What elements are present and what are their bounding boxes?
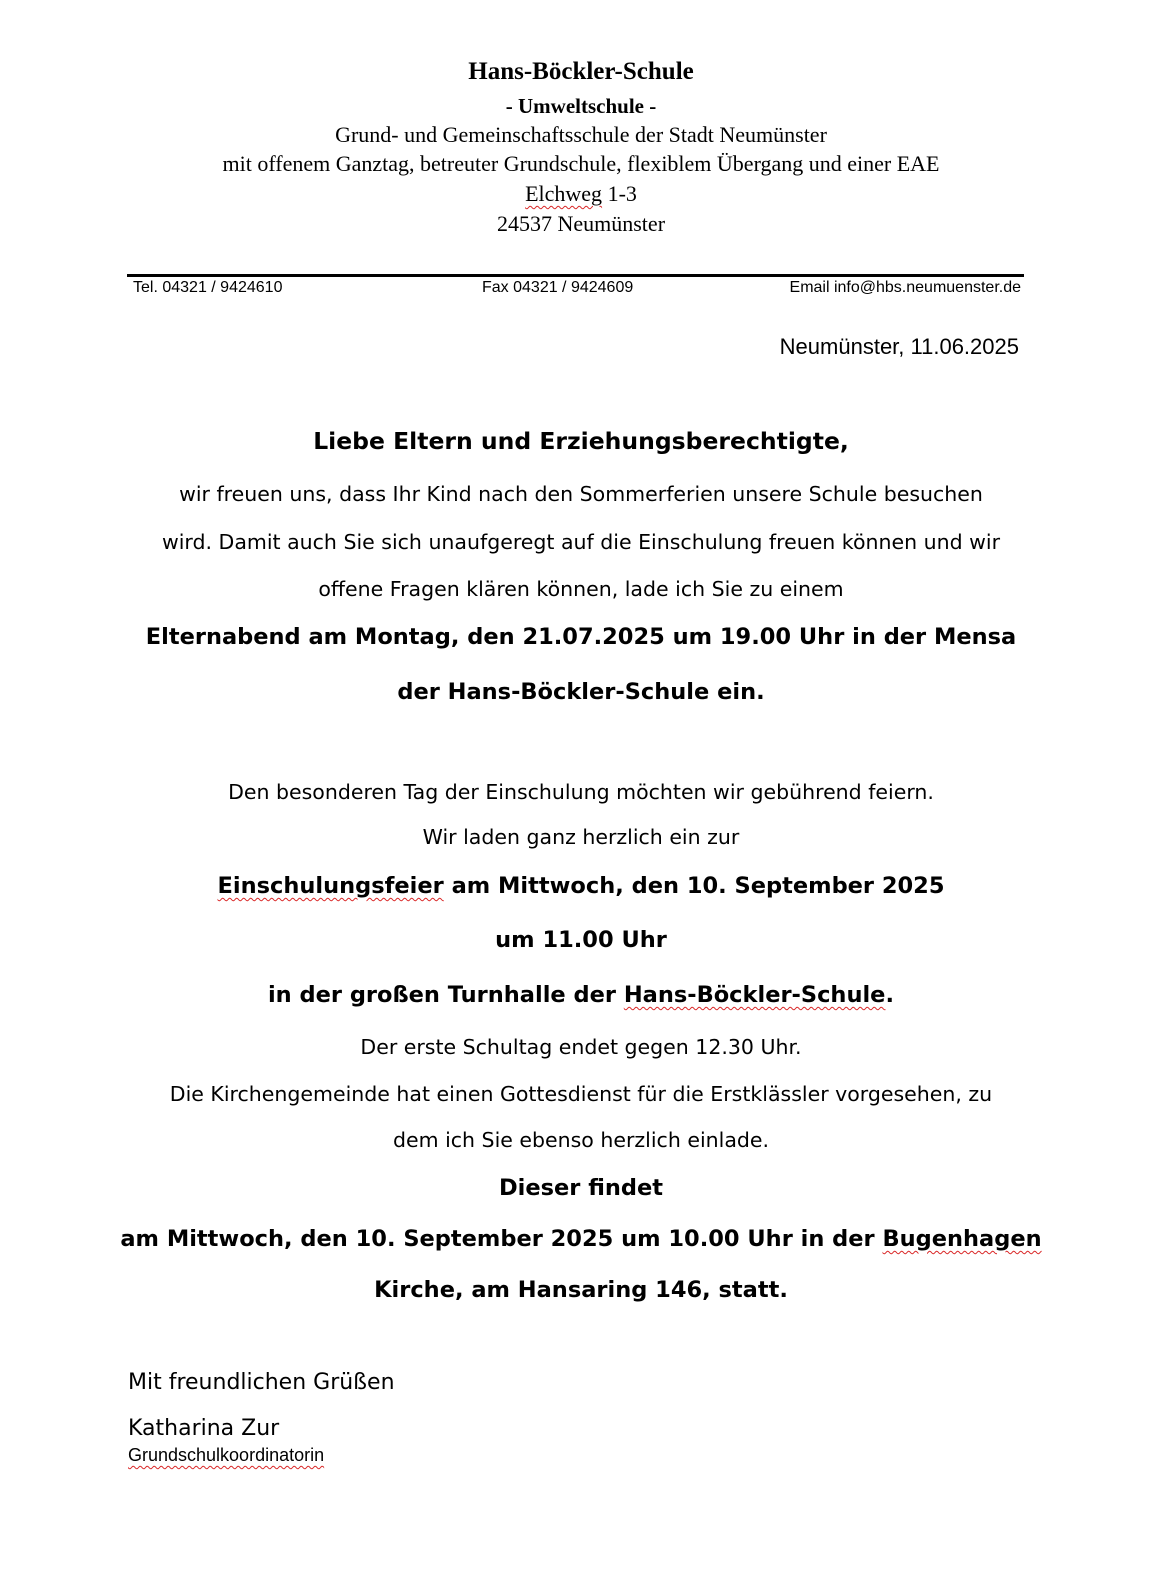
meeting-line-2: der Hans-Böckler-Schule ein. <box>397 679 765 705</box>
service-date <box>0 1226 1162 1252</box>
contact-phone: Tel. 04321 / 9424610 <box>133 279 283 296</box>
service-date-prefix: am Mittwoch, den 10. September 2025 um 10.00 Uhr in der <box>120 1226 883 1252</box>
letter-date: Neumünster, 11.06.2025 <box>779 334 1019 359</box>
closing-salutation: Mit freundlichen Grüßen <box>128 1370 395 1395</box>
intro-line-2: wird. Damit auch Sie sich unaufgeregt auf die Einschulung freuen können und wir <box>161 530 1001 554</box>
signer-role: Grundschulkoordinatorin <box>128 1445 325 1465</box>
meeting-line-1: Elternabend am Montag, den 21.07.2025 um 19.00 Uhr in der Mensa <box>145 624 1017 650</box>
venue-suffix: . <box>885 982 895 1008</box>
service-place: Kirche, am Hansaring 146, statt. <box>374 1277 788 1303</box>
event-time: um 11.00 Uhr <box>495 927 667 953</box>
event-date: am Mittwoch, den 10. September 2025 <box>443 873 945 899</box>
church-line-2: dem ich Sie ebenso herzlich einlade. <box>392 1128 770 1152</box>
service-church: Bugenhagen <box>882 1226 1042 1252</box>
letterhead-divider <box>127 274 1024 277</box>
letter-greeting: Liebe Eltern und Erziehungsberechtigte, <box>313 427 849 455</box>
service-intro: Dieser findet <box>498 1175 664 1201</box>
school-name: Hans-Böckler-Schule <box>468 58 694 85</box>
first-day-end: Der erste Schultag endet gegen 12.30 Uhr. <box>360 1035 802 1059</box>
school-offerings: mit offenem Ganztag, betreuter Grundschule, flexiblem Übergang und einer EAE <box>222 151 940 176</box>
school-city: 24537 Neumünster <box>496 211 666 236</box>
school-street <box>0 181 1162 207</box>
event-word: Einschulungsfeier <box>217 873 444 899</box>
contact-email: Email info@hbs.neumuenster.de <box>789 279 1021 296</box>
venue-prefix: in der großen Turnhalle der <box>267 982 624 1008</box>
school-subtitle: - Umweltschule - <box>505 94 657 118</box>
event-venue <box>0 982 1162 1008</box>
signer-name: Katharina Zur <box>128 1416 280 1441</box>
intro-line-3: offene Fragen klären können, lade ich Sie zu einem <box>318 577 844 601</box>
event-line <box>0 873 1162 899</box>
celebration-line-1: Den besonderen Tag der Einschulung möchten wir gebührend feiern. <box>228 780 934 804</box>
contact-fax: Fax 04321 / 9424609 <box>482 279 634 296</box>
celebration-line-2: Wir laden ganz herzlich ein zur <box>422 825 740 849</box>
school-description: Grund- und Gemeinschaftsschule der Stadt Neumünster <box>335 122 827 147</box>
street-name: Elchweg <box>525 181 603 206</box>
church-line-1: Die Kirchengemeinde hat einen Gottesdienst für die Erstklässler vorgesehen, zu <box>169 1082 993 1106</box>
intro-line-1: wir freuen uns, dass Ihr Kind nach den Sommerferien unsere Schule besuchen <box>179 482 983 506</box>
street-number: 1-3 <box>607 181 637 206</box>
venue-school: Hans-Böckler-Schule <box>623 982 886 1008</box>
